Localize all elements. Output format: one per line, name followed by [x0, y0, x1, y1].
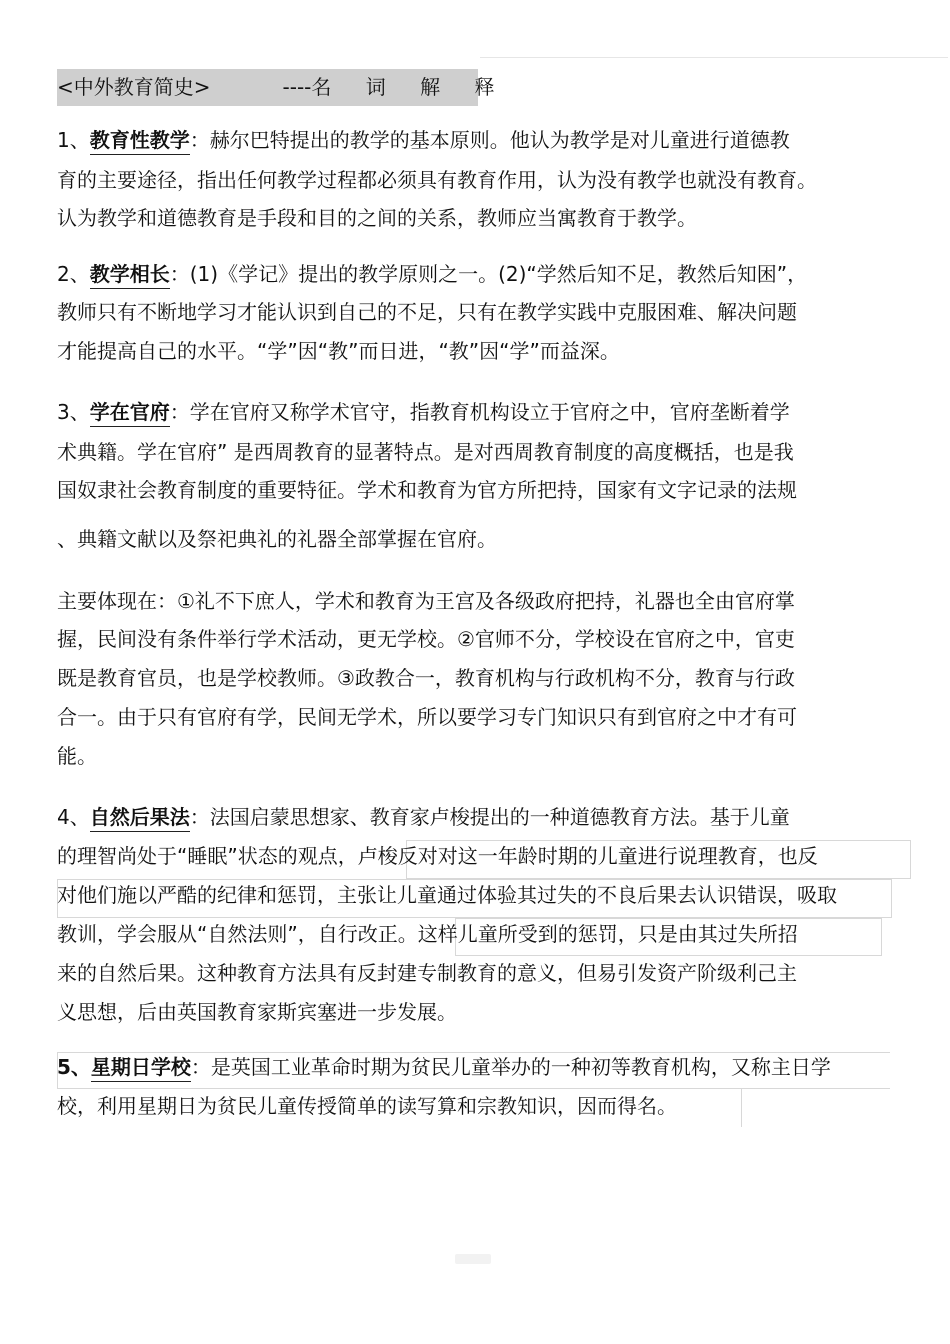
entry-text-line: 既是教育官员，也是学校教师。③政教合一，教育机构与行政机构不分，教育与行政: [57, 666, 795, 690]
header-section-title: 名 词 解 释: [311, 75, 509, 99]
watermark-mark: [455, 1254, 491, 1264]
entry-text-line: 主要体现在：①礼不下庶人，学术和教育为王宫及各级政府把持，礼器也全由官府掌: [57, 589, 795, 613]
header-book-title: <中外教育简史>: [57, 75, 211, 99]
entry-text-line: 、典籍文献以及祭祀典礼的礼器全部掌握在官府。: [57, 527, 497, 551]
entry-number: 1、: [57, 128, 90, 152]
entry-text-line: 教师只有不断地学习才能认识到自己的不足，只有在教学实践中克服困难、解决问题: [57, 300, 797, 324]
entry-text-line: 法国启蒙思想家、教育家卢梭提出的一种道德教育方法。基于儿童: [209, 805, 790, 829]
entry-term: 教学相长: [90, 262, 170, 289]
entry-number: 3、: [57, 400, 90, 424]
entry-text-line: 是英国工业革命时期为贫民儿童举办的一种初等教育机构，又称主日学: [210, 1055, 831, 1079]
entry-text-line: 国奴隶社会教育制度的重要特征。学术和教育为官方所把持，国家有文字记录的法规: [57, 478, 797, 502]
entry-term: 自然后果法: [90, 805, 190, 832]
entry-text-line: 认为教学和道德教育是手段和目的之间的关系，教师应当寓教育于教学。: [57, 206, 697, 230]
entry-text-line: 学在官府又称学术官守，指教育机构设立于官府之中，官府垄断着学: [189, 400, 790, 424]
entry-text-line: 合一。由于只有官府有学，民间无学术，所以要学习专门知识只有到官府之中才有可: [57, 705, 797, 729]
entry-text-line: 术典籍。学在官府” 是西周教育的显著特点。是对西周教育制度的高度概括，也是我: [57, 440, 794, 464]
top-rule: [480, 57, 948, 58]
entry-text-line: 育的主要途径，指出任何教学过程都必须具有教育作用，认为没有教学也就没有教育。: [57, 168, 817, 192]
entry-number: 2、: [57, 262, 90, 286]
entry-text-line: 的理智尚处于“睡眠”状态的观点，卢梭反对对这一年龄时期的儿童进行说理教育，也反: [57, 844, 818, 868]
entry-text-line: 握，民间没有条件举行学术活动，更无学校。②官师不分，学校设在官府之中，官吏: [57, 627, 795, 651]
entry-number: 4、: [57, 805, 90, 829]
entry-text-line: 校，利用星期日为贫民儿童传授简单的读写算和宗教知识，因而得名。: [57, 1094, 677, 1118]
entry-text-line: 对他们施以严酷的纪律和惩罚，主张让儿童通过体验其过失的不良后果去认识错误，吸取: [57, 883, 837, 907]
page-header: [57, 69, 509, 106]
entry-term: 学在官府: [90, 400, 170, 427]
entry-number: 5、: [57, 1055, 91, 1079]
entry-text-line: 赫尔巴特提出的教学的基本原则。他认为教学是对儿童进行道德教: [209, 128, 790, 152]
entry-text-line: 来的自然后果。这种教育方法具有反封建专制教育的意义，但易引发资产阶级利己主: [57, 961, 797, 985]
entry-text-line: 教训，学会服从“自然法则”，自行改正。这样儿童所受到的惩罚，只是由其过失所招: [57, 922, 798, 946]
entry-text-line: 能。: [57, 744, 97, 768]
entry-term: 教育性教学: [90, 128, 190, 155]
entry-term: 星期日学校: [91, 1055, 191, 1082]
entry-text-line: 才能提高自己的水平。“学”因“教”而日进，“教”因“学”而益深。: [57, 339, 620, 363]
entry-text-line: (1)《学记》提出的教学原则之一。(2)“学然后知不足，教然后知困”，: [189, 262, 808, 286]
header-separator: ----: [282, 75, 312, 99]
text-frame: [741, 1089, 742, 1127]
entry-text-line: 义思想，后由英国教育家斯宾塞进一步发展。: [57, 1000, 457, 1024]
